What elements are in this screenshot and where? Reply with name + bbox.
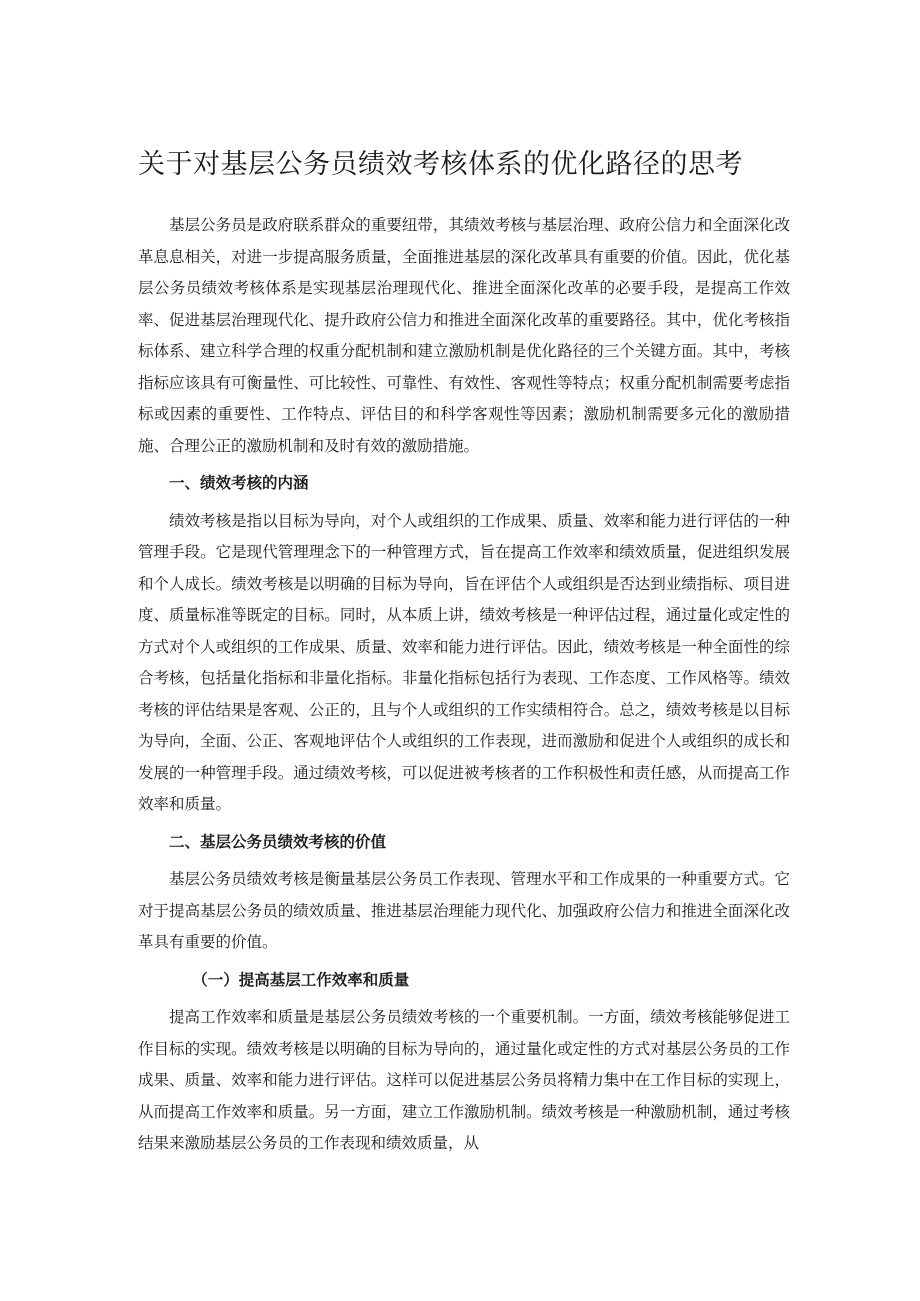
document-title: 关于对基层公务员绩效考核体系的优化路径的思考 bbox=[138, 149, 743, 180]
section-2-paragraph: 基层公务员绩效考核是衡量基层公务员工作表现、管理水平和工作成果的一种重要方式。它对于提高基层公务员的绩效质量、推进基层治理能力现代化、加强政府公信力和推进全面深化改革具有重要的价值。 bbox=[138, 870, 790, 951]
subsection-1-heading: （一）提高基层工作效率和质量 bbox=[192, 970, 410, 989]
intro-paragraph: 基层公务员是政府联系群众的重要纽带，其绩效考核与基层治理、政府公信力和全面深化改革息息相关，对进一步提高服务质量，全面推进基层的深化改革具有重要的价值。因此，优化基层公务员绩效考核体系是实现基层治理现代化、推进全面深化改革的必要手段，是提高工作效率、促进基层治理现代化、提升政府公信力和推进全面深化改革的重要路径。其中，优化考核指标体系、建立科学合理的权重分配机制和建立激励机制是优化路径的三个关键方面。其中，考核指标应该具有可衡量性、可比较性、可靠性、有效性、客观性等特点；权重分配机制需要考虑指标或因素的重要性、工作特点、评估目的和科学客观性等因素；激励机制需要多元化的激励措施、合理公正的激励机制和及时有效的激励措施。 bbox=[138, 216, 790, 455]
section-2-heading: 二、基层公务员绩效考核的价值 bbox=[169, 832, 387, 851]
subsection-1-paragraph: 提高工作效率和质量是基层公务员绩效考核的一个重要机制。一方面，绩效考核能够促进工作目标的实现。绩效考核是以明确的目标为导向的，通过量化或定性的方式对基层公务员的工作成果、质量、效率和能力进行评估。这样可以促进基层公务员将精力集中在工作目标的实现上，从而提高工作效率和质量。另一方面，建立工作激励机制。绩效考核是一种激励机制，通过考核结果来激励基层公务员的工作表现和绩效质量，从 bbox=[138, 1008, 790, 1152]
section-1-heading: 一、绩效考核的内涵 bbox=[169, 474, 309, 492]
document-page bbox=[138, 148, 790, 1160]
section-1-paragraph: 绩效考核是指以目标为导向，对个人或组织的工作成果、质量、效率和能力进行评估的一种管理手段。它是现代管理理念下的一种管理方式，旨在提高工作效率和绩效质量，促进组织发展和个人成长。绩效考核是以明确的目标为导向，旨在评估个人或组织是否达到业绩指标、项目进度、质量标准等既定的目标。同时，从本质上讲，绩效考核是一种评估过程，通过量化或定性的方式对个人或组织的工作成果、质量、效率和能力进行评估。因此，绩效考核是一种全面性的综合考核，包括量化指标和非量化指标。非量化指标包括行为表现、工作态度、工作风格等。绩效考核的评估结果是客观、公正的，且与个人或组织的工作实绩相符合。总之，绩效考核是以目标为导向，全面、公正、客观地评估个人或组织的工作表现，进而激励和促进个人或组织的成长和发展的一种管理手段。通过绩效考核，可以促进被考核者的工作积极性和责任感，从而提高工作效率和质量。 bbox=[138, 511, 790, 813]
